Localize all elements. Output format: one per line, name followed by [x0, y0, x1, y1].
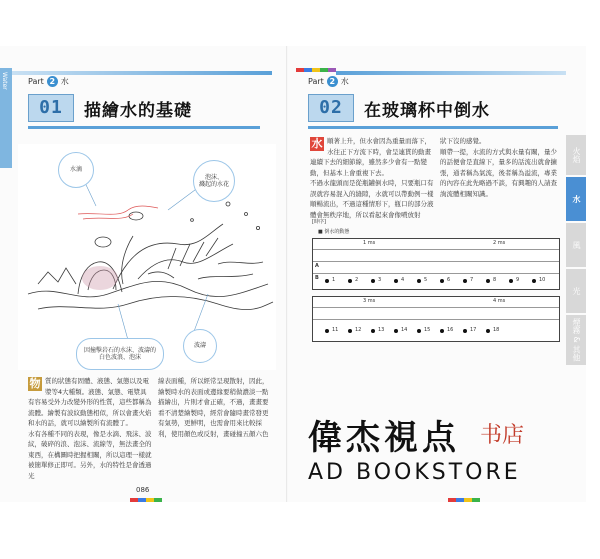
- part-label-right: [308, 76, 349, 87]
- tab-light[interactable]: 光: [566, 269, 586, 313]
- right-body-col2-text: 狀下沒的感覺。 順帶一提，水流的方式與水量有關，量少的話便會是直線下，量多的話流出就會擴張，通者稱為氣流，後者稱為溢流，專業的內容在此先略過不談，有興趣的人請查詢流體相關知識。: [440, 137, 557, 198]
- part-bar: [12, 71, 272, 75]
- row-label: B: [315, 275, 319, 281]
- frame-number: 2: [355, 277, 359, 283]
- callout-water-drop: 水滴: [58, 152, 94, 188]
- frame-dot: [394, 279, 398, 283]
- frame-group-label: 2 ms: [493, 240, 506, 246]
- right-body-col2: [440, 136, 558, 199]
- frame-number: 6: [447, 277, 451, 283]
- frame-dot: [394, 329, 398, 333]
- frame-dot: [325, 279, 329, 283]
- frame-dot: [486, 279, 490, 283]
- callout-foam-splash: 泡沫、 濺起的水花: [193, 160, 235, 202]
- section-number: 01: [28, 94, 74, 122]
- frame-group-label: 1 ms: [363, 240, 376, 246]
- frame-dot: [371, 279, 375, 283]
- dropcap: 水: [311, 137, 323, 150]
- frame-number: 8: [493, 277, 497, 283]
- frame-number: 1: [332, 277, 336, 283]
- section-rule-right: [308, 126, 558, 129]
- color-strip-left: [130, 498, 162, 502]
- chart-title: ■ 倒水的動態: [318, 229, 350, 235]
- store-name-english: AD BOOKSTORE: [308, 460, 521, 485]
- frame-dot: [486, 329, 490, 333]
- color-strip-top: [296, 68, 336, 72]
- frame-number: 9: [516, 277, 520, 283]
- frame-dot: [371, 329, 375, 333]
- frame-group-label: 4 ms: [493, 298, 506, 304]
- color-strip-right-bottom: [448, 498, 480, 502]
- frame-row-1: [325, 277, 555, 287]
- frame-dot: [463, 279, 467, 283]
- chart-caption: [時序]: [312, 219, 326, 225]
- frame-number: 3: [378, 277, 382, 283]
- section-heading-right: [308, 94, 490, 122]
- frame-number: 11: [332, 327, 339, 333]
- left-body-col2: [158, 376, 270, 439]
- row-label: A: [315, 263, 319, 269]
- section-heading: [28, 94, 192, 122]
- part-label-text: Part: [308, 77, 324, 86]
- frame-number: 15: [424, 327, 431, 333]
- right-body-col1-text: 順著上升，但水會因為重量而落下，水往正下方流下時，會呈連貫的動畫連續下去的細節線，雖然多少會有一點變動，但基本上會重複下去。 不過水龍頭而是從瓶罐倒水時，只要瓶口有誤就容易混入的縫隙，水就可以帶動例一樣順暢流出，不過這種情形下，瓶口的部分液體會無秩序地，所以看起來會像噴放射: [310, 137, 434, 219]
- frame-dot: [417, 329, 421, 333]
- frame-group-label: 3 ms: [363, 298, 376, 304]
- frame-number: 12: [355, 327, 362, 333]
- section-title: 在玻璃杯中倒水: [364, 100, 490, 121]
- part-title: 水: [60, 77, 69, 86]
- left-body-col2-text: 線表面種，所以經常呈現散射，因此，繪製時水的表面或邊緣要稍做濃淡一點描繪出，片則才會正確，不過，畫畫要看不清楚繪製時，經常會隨時畫常發更有氣勢，更鮮明，也需會用來比較採利，使用顏色或反射，畫碰撞五顏六色: [158, 377, 269, 438]
- frame-dot: [348, 329, 352, 333]
- sequence-panel-bottom: [312, 296, 560, 342]
- tab-fire[interactable]: 火焰: [566, 135, 586, 175]
- frame-number: 5: [424, 277, 428, 283]
- tab-wind[interactable]: 風: [566, 223, 586, 267]
- frame-number: 18: [493, 327, 500, 333]
- section-number: 02: [308, 94, 354, 122]
- frame-number: 7: [470, 277, 474, 283]
- tab-water[interactable]: 水: [566, 177, 586, 221]
- chapter-tabs: [566, 135, 586, 367]
- callout-wave: 波濤: [183, 329, 217, 363]
- frame-dot: [325, 329, 329, 333]
- dropcap: 物: [29, 377, 41, 390]
- frame-dot: [509, 279, 513, 283]
- frame-number: 10: [539, 277, 546, 283]
- frame-row-2: [325, 327, 555, 337]
- left-body-col1-text: 質的狀態有固體、液態、氣態以及電漿等4大種類。液態、氣態、電漿具有容易受外力改變外形的性質，這些都稱為流體。繪製有波紋動態相似，所以會畫火焰和水的話，就可以繪製所有流體了。 水有各種不同的表現，像是水滴、飛沫、波紋，破碎的浪、泡沫、流線等，無法畫全的東西，在構圖時把握相關，所以這理一樣就被簡單修正即可。另外，水的特性是會透過光: [28, 377, 152, 480]
- frame-number: 4: [401, 277, 405, 283]
- part-title: 水: [340, 77, 349, 86]
- store-logo-sub: 书店: [480, 423, 525, 448]
- side-label: Water: [1, 72, 8, 90]
- part-label-text: Part: [28, 77, 44, 86]
- sequence-panel-top: [312, 238, 560, 290]
- store-logo: 偉杰視点: [308, 418, 460, 458]
- left-body-col1: [28, 376, 152, 481]
- frame-number: 13: [378, 327, 385, 333]
- frame-number: 16: [447, 327, 454, 333]
- page-number-left: 086: [136, 486, 150, 494]
- tab-smoke-other[interactable]: 煙霧 & 其他: [566, 315, 586, 365]
- frame-dot: [348, 279, 352, 283]
- frame-dot: [532, 279, 536, 283]
- part-number-icon: 2: [47, 76, 58, 87]
- right-body-col1: [310, 136, 434, 220]
- part-label: [28, 76, 69, 87]
- part-bar-right: [336, 71, 566, 75]
- frame-number: 17: [470, 327, 477, 333]
- frame-dot: [440, 329, 444, 333]
- frame-number: 14: [401, 327, 408, 333]
- left-page: [0, 46, 288, 502]
- callout-rock-foam: 因撞擊岩石的水沫、波濤的 白色波浪、泡沫: [76, 338, 164, 370]
- splash-drawing: [18, 144, 276, 370]
- part-number-icon: 2: [327, 76, 338, 87]
- frame-dot: [463, 329, 467, 333]
- frame-dot: [440, 279, 444, 283]
- water-illustration: [18, 144, 276, 370]
- section-title: 描繪水的基礎: [84, 100, 192, 121]
- section-rule: [28, 126, 260, 129]
- frame-dot: [417, 279, 421, 283]
